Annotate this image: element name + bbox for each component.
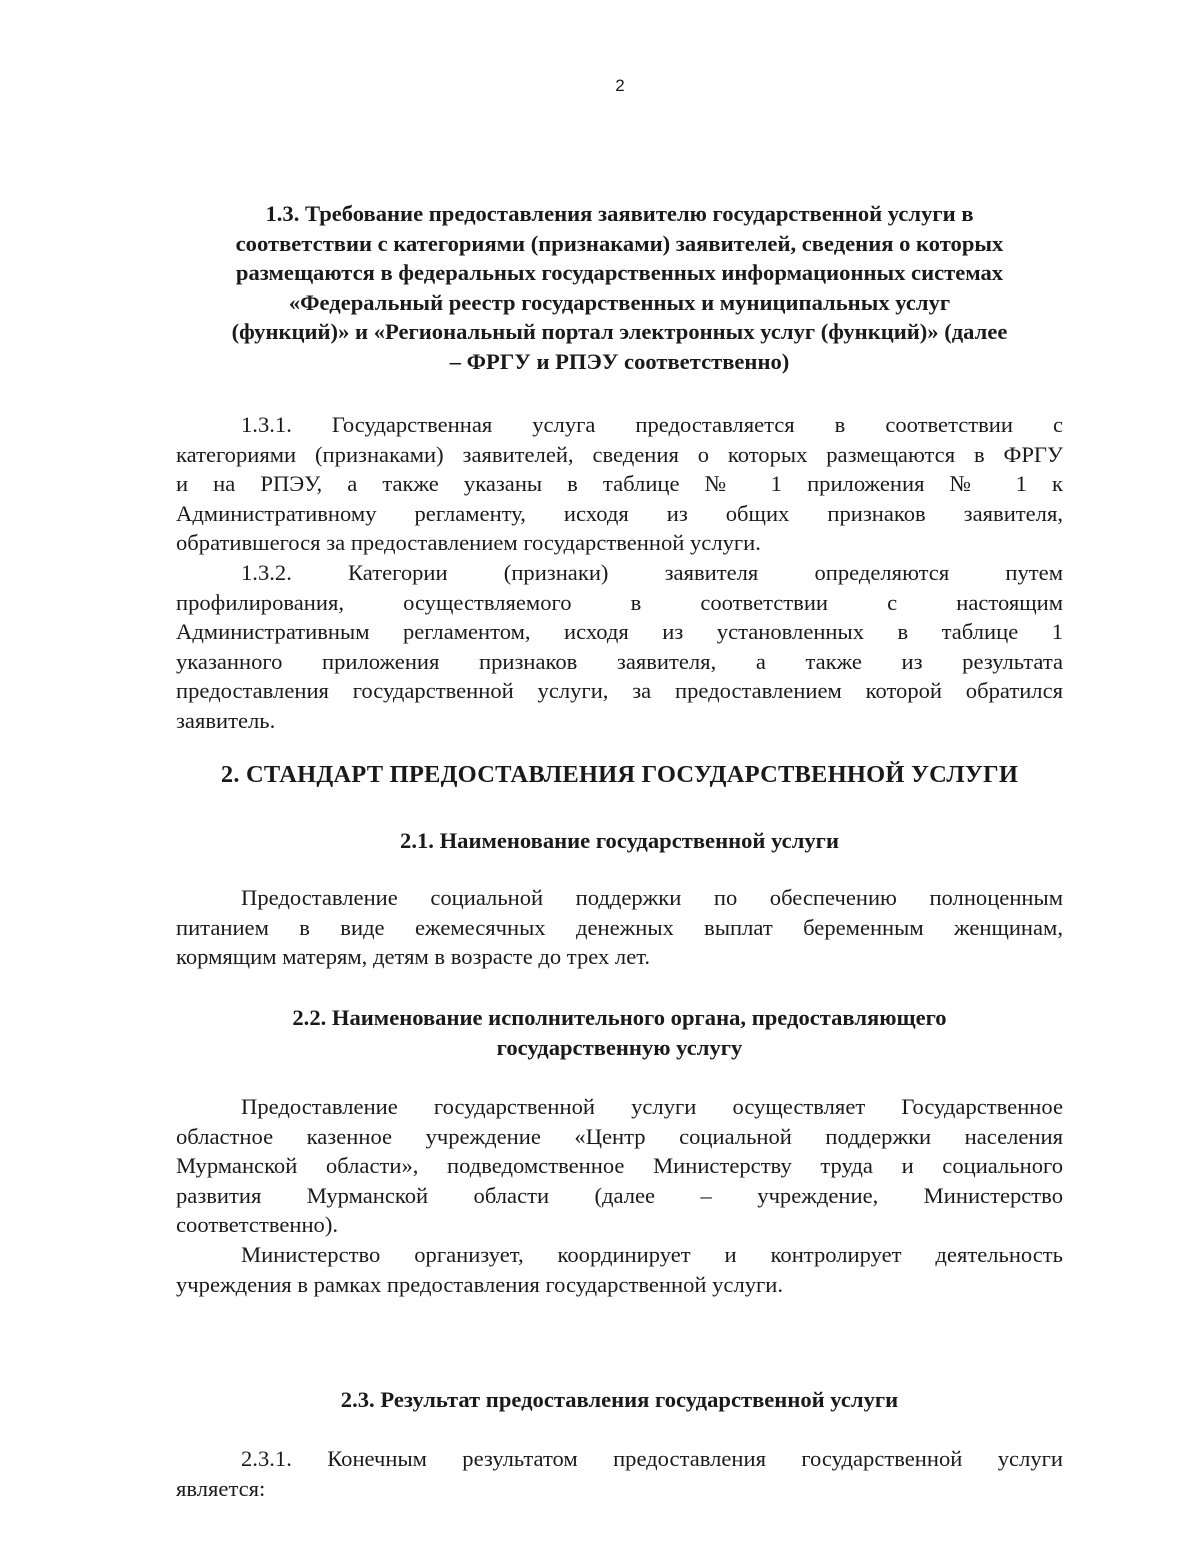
text-line: указанного приложения признаков заявителя, а также из результата bbox=[176, 648, 1063, 674]
text-line: предоставления государственной услуги, за предоставлением которой обратился bbox=[176, 678, 1063, 704]
paragraph-2-3-1 bbox=[176, 1444, 1063, 1503]
heading-line: «Федеральный реестр государственных и муниципальных услуг bbox=[288, 289, 951, 315]
heading-line: государственную услугу bbox=[496, 1034, 743, 1060]
text-line: 1.3.2. Категории (признаки) заявителя определяются путем bbox=[241, 560, 1063, 585]
text-line: Предоставление государственной услуги осуществляет Государственное bbox=[241, 1094, 1063, 1119]
paragraph-2-2-2 bbox=[176, 1240, 1063, 1299]
text-line: питанием в виде ежемесячных денежных выплат беременным женщинам, bbox=[176, 914, 1063, 940]
paragraph-2-2-1 bbox=[176, 1092, 1063, 1240]
heading-line: 2.2. Наименование исполнительного органа, предоставляющего bbox=[292, 1005, 947, 1030]
text-line: 2.3.1. Конечным результатом предоставления государственной услуги bbox=[241, 1446, 1063, 1471]
text-line: Министерство организует, координирует и контролирует деятельность bbox=[241, 1242, 1063, 1267]
paragraph-1-3-1 bbox=[176, 410, 1063, 558]
heading-line: (функций)» и «Региональный портал электронных услуг (функций)» (далее bbox=[231, 319, 1008, 345]
text-line: является: bbox=[176, 1475, 266, 1501]
heading-line: – ФРГУ и РПЭУ соответственно) bbox=[449, 348, 790, 374]
text-line: Административным регламентом, исходя из установленных в таблице 1 bbox=[176, 619, 1063, 645]
text-line: 1.3.1. Государственная услуга предоставляется в соответствии с bbox=[241, 412, 1063, 437]
text-line: Мурманской области», подведомственное Министерству труда и социального bbox=[176, 1153, 1063, 1179]
paragraph-2-1 bbox=[176, 883, 1063, 972]
text-line: учреждения в рамках предоставления государственной услуги. bbox=[176, 1271, 784, 1297]
text-line: категориями (признаками) заявителей, сведения о которых размещаются в ФРГУ bbox=[176, 441, 1063, 467]
page-number: 2 bbox=[615, 76, 625, 95]
heading-line: 1.3. Требование предоставления заявителю государственной услуги в bbox=[265, 201, 974, 226]
section-2-2-heading bbox=[176, 1003, 1063, 1062]
section-2-1-heading: 2.1. Наименование государственной услуги bbox=[400, 828, 839, 853]
text-line: Административному регламенту, исходя из общих признаков заявителя, bbox=[176, 500, 1063, 526]
paragraph-1-3-2 bbox=[176, 558, 1063, 736]
text-line: соответственно). bbox=[176, 1212, 339, 1238]
text-line: Предоставление социальной поддержки по обеспечению полноценным bbox=[241, 885, 1063, 910]
section-1-3-heading bbox=[176, 199, 1063, 377]
text-line: профилирования, осуществляемого в соответствии с настоящим bbox=[176, 589, 1063, 615]
text-line: обратившегося за предоставлением государственной услуги. bbox=[176, 530, 761, 556]
section-2-3-heading: 2.3. Результат предоставления государственной услуги bbox=[340, 1387, 899, 1412]
text-line: и на РПЭУ, а также указаны в таблице № 1 приложения № 1 к bbox=[176, 471, 1063, 497]
text-line: развития Мурманской области (далее – учреждение, Министерство bbox=[176, 1182, 1063, 1208]
heading-line: соответствии с категориями (признаками) заявителей, сведения о которых bbox=[235, 230, 1004, 256]
section-2-title: 2. СТАНДАРТ ПРЕДОСТАВЛЕНИЯ ГОСУДАРСТВЕННОЙ УСЛУГИ bbox=[220, 761, 1019, 788]
heading-line: размещаются в федеральных государственных информационных системах bbox=[235, 260, 1004, 286]
text-line: заявитель. bbox=[176, 707, 276, 733]
text-line: областное казенное учреждение «Центр социальной поддержки населения bbox=[176, 1123, 1063, 1149]
text-line: кормящим матерям, детям в возрасте до трех лет. bbox=[176, 944, 651, 970]
